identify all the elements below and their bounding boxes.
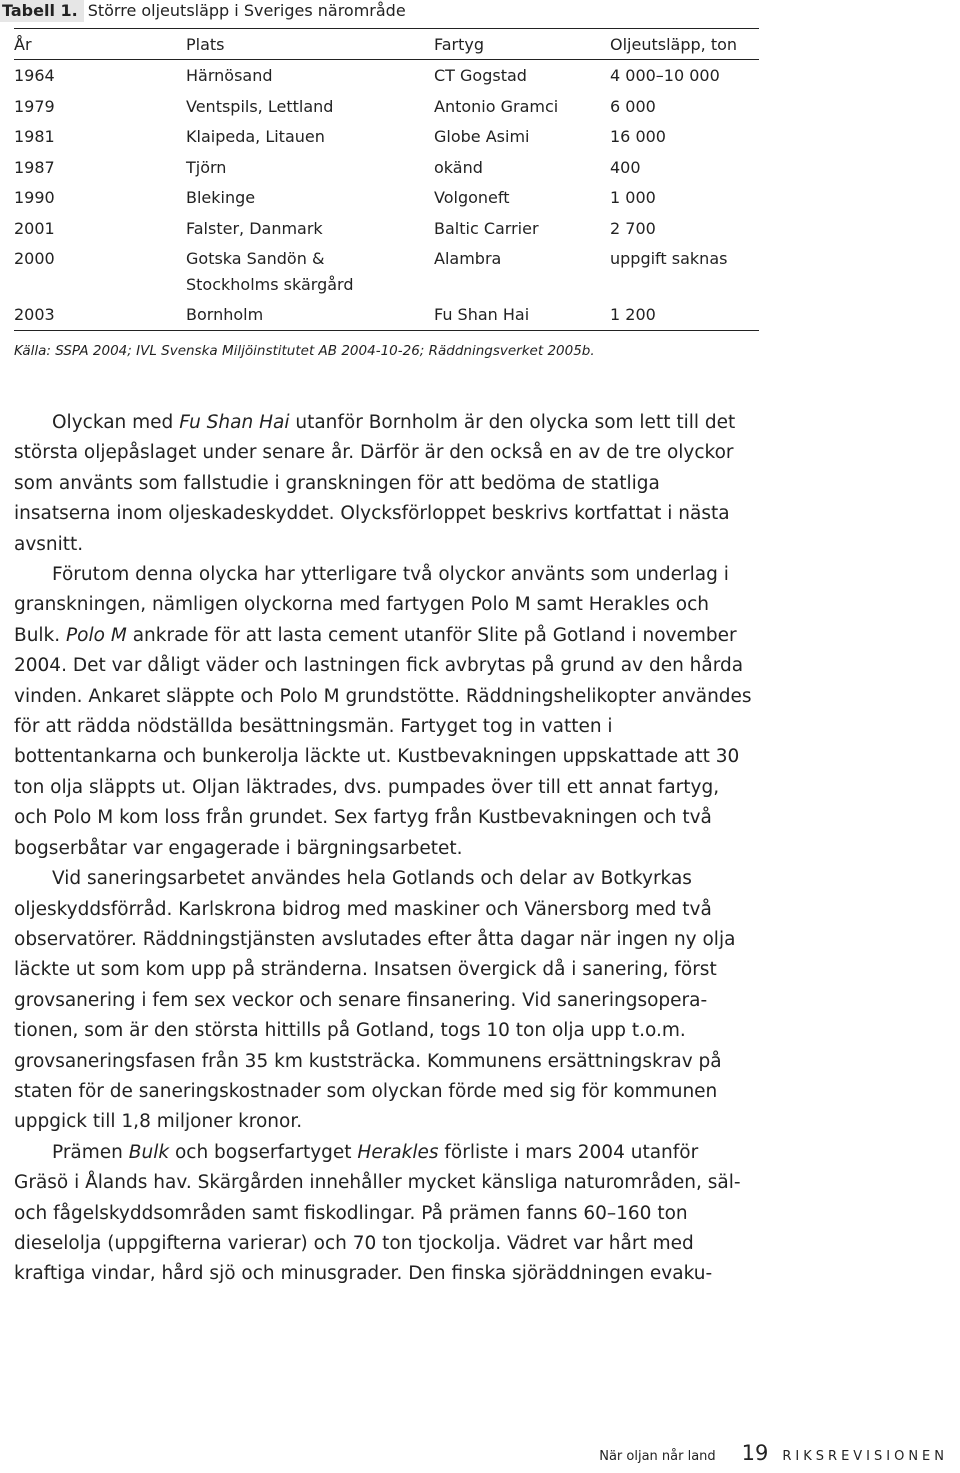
cell-spill: 400 <box>610 157 641 177</box>
cell-spill: 6 000 <box>610 96 656 116</box>
page-number: 19 <box>741 1441 769 1465</box>
paragraph-fu-shan-hai <box>14 408 752 560</box>
cell-vessel: CT Gogstad <box>434 66 527 85</box>
page-footer <box>599 1441 948 1467</box>
table-caption-text: Större oljeutsläpp i Sveriges närområde <box>87 1 406 20</box>
body-text <box>14 408 752 1290</box>
cell-year: 1990 <box>14 188 55 207</box>
vessel-name-emphasis: Herakles <box>357 1141 439 1163</box>
cell-spill: uppgift saknas <box>610 249 728 268</box>
paragraph-text: Olyckan med <box>52 412 180 433</box>
oil-spill-table <box>14 28 759 331</box>
paragraph-bulk-herakles <box>14 1138 752 1290</box>
table-bottom-rule <box>14 330 759 331</box>
cell-place: Tjörn <box>186 157 227 177</box>
cell-year: 2001 <box>14 218 55 238</box>
cell-year: 1987 <box>14 157 55 177</box>
table-caption <box>0 0 406 22</box>
cell-year: 2003 <box>14 305 55 324</box>
cell-year: 1964 <box>14 66 55 85</box>
table-row <box>14 182 759 213</box>
cell-spill: 1 200 <box>610 305 656 324</box>
cell-place: Klaipeda, Litauen <box>186 127 325 146</box>
cell-vessel: okänd <box>434 157 483 177</box>
cell-year: 1981 <box>14 127 55 146</box>
cell-place: Ventspils, Lettland <box>186 96 334 116</box>
paragraph-text: utanför Bornholm är den olycka som lett till det största oljepåslaget under senare år. Därför är den också en av de tre olyckor som använts som fallstudie i granskningen för att bedöma de statliga insatserna inom oljeskadeskyddet. Olycksförloppet beskrivs kortfattat i nästa avsnitt. <box>14 412 736 555</box>
table-row <box>14 121 759 152</box>
cell-place <box>186 249 354 295</box>
vessel-name-emphasis: Bulk <box>128 1141 170 1163</box>
cell-place: Bornholm <box>186 305 264 324</box>
table-row <box>14 243 759 299</box>
table-caption-label: Tabell 1. <box>0 0 84 22</box>
cell-vessel: Fu Shan Hai <box>434 305 530 324</box>
paragraph-text: ankrade för att lasta cement utanför Slite på Gotland i november 2004. Det var dåligt väder och lastningen fick avbrytas på grund av den hårda vinden. Ankaret släppte och Polo M grundstötte. Räddningshelikopter användes för att rädda nödställda besättningsmän. Fartyget tog in vatten i bottentankarna och bunkerolja läckte ut. Kustbevakningen uppskattade att 30 ton olja släppts ut. Oljan läktrades, dvs. pumpades över till ett annat fartyg, och Polo M kom loss från grundet. Sex fartyg från Kustbevakningen och två bogserbåtar var engagerade i bärgningsarbetet. <box>14 624 752 859</box>
cell-place: Falster, Danmark <box>186 218 323 238</box>
header-spill: Oljeutsläpp, ton <box>610 35 738 54</box>
cell-vessel: Antonio Gramci <box>434 96 559 116</box>
paragraph-text: Förutom denna olycka har ytterligare två olyckor använts som underlag i granskningen, nämligen olyckorna med fartygen Polo M samt Herakles och Bulk. <box>14 564 729 646</box>
header-year: År <box>14 35 32 54</box>
cell-place: Blekinge <box>186 188 256 207</box>
cell-year: 1979 <box>14 96 55 116</box>
cell-spill: 2 700 <box>610 218 656 238</box>
paragraph-sanering: Vid saneringsarbetet användes hela Gotlands och delar av Botkyrkas oljeskyddsförråd. Karlskrona bidrog med maskiner och Vänersborg med två observatörer. Räddningstjänsten avslutades efter åtta dagar när ingen ny olja läckte ut som kom upp på stränderna. Insatsen övergick då i sanering, först grovsanering i fem sex veckor och senare finsanering. Vid saneringsoperationen, som är den största hittills på Gotland, togs 10 ton olja upp t.o.m. grovsaneringsfasen från 35 km kuststräcka. Kommunens ersättningskrav på staten för de saneringskostnader som olyckan förde med sig för kommunen uppgick till 1,8 miljoner kronor. <box>14 868 736 1133</box>
header-vessel: Fartyg <box>434 35 485 54</box>
paragraph-polo-m <box>14 560 752 864</box>
paragraph-text: och bogserfartyget <box>169 1141 358 1163</box>
table-row <box>14 91 759 122</box>
cell-spill: 4 000–10 000 <box>610 66 720 85</box>
cell-spill: 1 000 <box>610 188 656 207</box>
table-source-note: Källa: SSPA 2004; IVL Svenska Miljöinstitutet AB 2004-10-26; Räddningsverket 2005b. <box>14 343 595 359</box>
footer-brand: RIKSREVISIONEN <box>782 1449 948 1464</box>
table-row <box>14 152 759 183</box>
vessel-name-emphasis: Polo M <box>66 624 127 646</box>
footer-title: När oljan når land <box>599 1449 716 1464</box>
cell-vessel: Globe Asimi <box>434 127 530 146</box>
vessel-name-emphasis: Fu Shan Hai <box>179 412 290 433</box>
cell-vessel: Alambra <box>434 249 502 268</box>
cell-vessel: Volgoneft <box>434 188 510 207</box>
paragraph-text: förliste i mars 2004 utanför Gräsö i Ålands hav. Skärgården innehåller mycket känsliga naturområden, säl- och fågelskyddsområden samt fiskodlingar. På prämen fanns 60–160 ton dieselolja (uppgifterna varierar) och 70 ton tjockolja. Vädret var hårt med kraftiga vindar, hård sjö och minusgrader. Den finska sjöräddningen evaku- <box>14 1141 741 1285</box>
cell-place-line2: Stockholms skärgård <box>186 275 354 294</box>
cell-spill: 16 000 <box>610 127 666 146</box>
cell-place: Härnösand <box>186 66 273 85</box>
header-place: Plats <box>186 35 225 54</box>
cell-place-line1: Gotska Sandön & <box>186 249 325 268</box>
table-row <box>14 299 759 330</box>
table-row <box>14 213 759 244</box>
cell-vessel: Baltic Carrier <box>434 218 539 238</box>
table-header-row <box>14 29 759 59</box>
cell-year: 2000 <box>14 249 55 268</box>
table-row <box>14 60 759 91</box>
paragraph-text: Prämen <box>52 1141 129 1163</box>
